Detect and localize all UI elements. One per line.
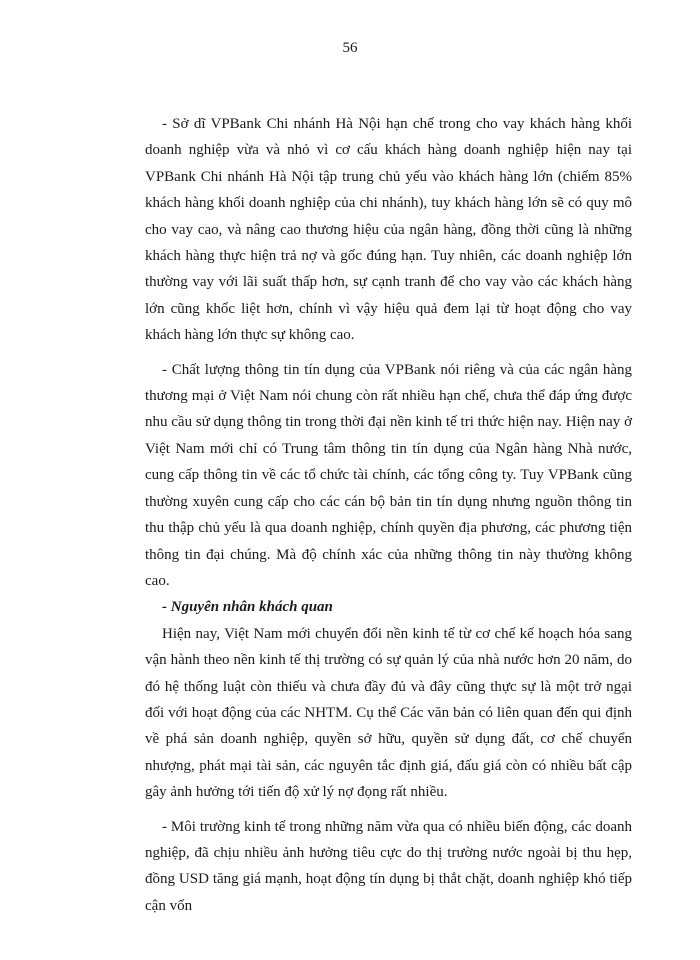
page-number: 56 (342, 40, 358, 56)
section-heading: - Nguyên nhân khách quan (162, 599, 333, 616)
body-text (145, 111, 632, 919)
paragraph-3: Hiện nay, Việt Nam mới chuyển đổi nền kinh tế từ cơ chế kế hoạch hóa sang vận hành theo nền kinh tế thị trường có sự quản lý của nhà nước hơn 20 năm, do đó hệ thống luật còn thiếu và chưa đầy đủ và đây cũng thực sự là một trở ngại đối với hoạt động của các NHTM. Cụ thể Các văn bản có liên quan đến qui định về phá sản doanh nghiệp, quyền sở hữu, quyền sử dụng đất, cơ chế chuyển nhượng, phát mại tài sản, các nguyên tắc định giá, đấu giá còn có nhiều bất cập gây ảnh hưởng tới tiến độ xử lý nợ đọng rất nhiều. (145, 625, 632, 801)
paragraph-1: - Sở dĩ VPBank Chi nhánh Hà Nội hạn chế trong cho vay khách hàng khối doanh nghiệp vừa và nhỏ vì cơ cấu khách hàng doanh nghiệp hiện nay tại VPBank Chi nhánh Hà Nội tập trung chủ yếu vào khách hàng lớn (chiếm 85% khách hàng khối doanh nghiệp của chi nhánh), tuy khách hàng lớn sẽ có quy mô cho vay cao, và nâng cao thương hiệu của ngân hàng, đồng thời cũng là những khách hàng thực hiện trả nợ và gốc đúng hạn. Tuy nhiên, các doanh nghiệp lớn thường vay với lãi suất thấp hơn, sự cạnh tranh để cho vay vào các khách hàng lớn cũng khốc liệt hơn, chính vì vậy hiệu quả đem lại từ hoạt động cho vay khách hàng lớn thực sự không cao. (145, 116, 632, 344)
paragraph-2: - Chất lượng thông tin tín dụng của VPBank nói riêng và của các ngân hàng thương mại ở Việt Nam nói chung còn rất nhiều hạn chế, chưa thể đáp ứng được nhu cầu sử dụng thông tin trong thời đại nền kinh tế tri thức hiện nay. Hiện nay ở Việt Nam mới chỉ có Trung tâm thông tin tín dụng của Ngân hàng Nhà nước, cung cấp thông tin về các tổ chức tài chính, các tổng công ty. Tuy VPBank cũng thường xuyên cung cấp cho các cán bộ bản tin tín dụng nhưng nguồn thông tin thu thập chủ yếu là qua doanh nghiệp, chính quyền địa phương, các phương tiện thông tin đại chúng. Mà độ chính xác của những thông tin này thường không cao. (145, 361, 632, 589)
paragraph-4: - Môi trường kinh tế trong những năm vừa qua có nhiều biến động, các doanh nghiệp, đã chịu nhiều ảnh hưởng tiêu cực do thị trường nước ngoài bị thu hẹp, đồng USD tăng giá mạnh, hoạt động tín dụng bị thắt chặt, doanh nghiệp khó tiếp cận vốn (145, 818, 632, 914)
